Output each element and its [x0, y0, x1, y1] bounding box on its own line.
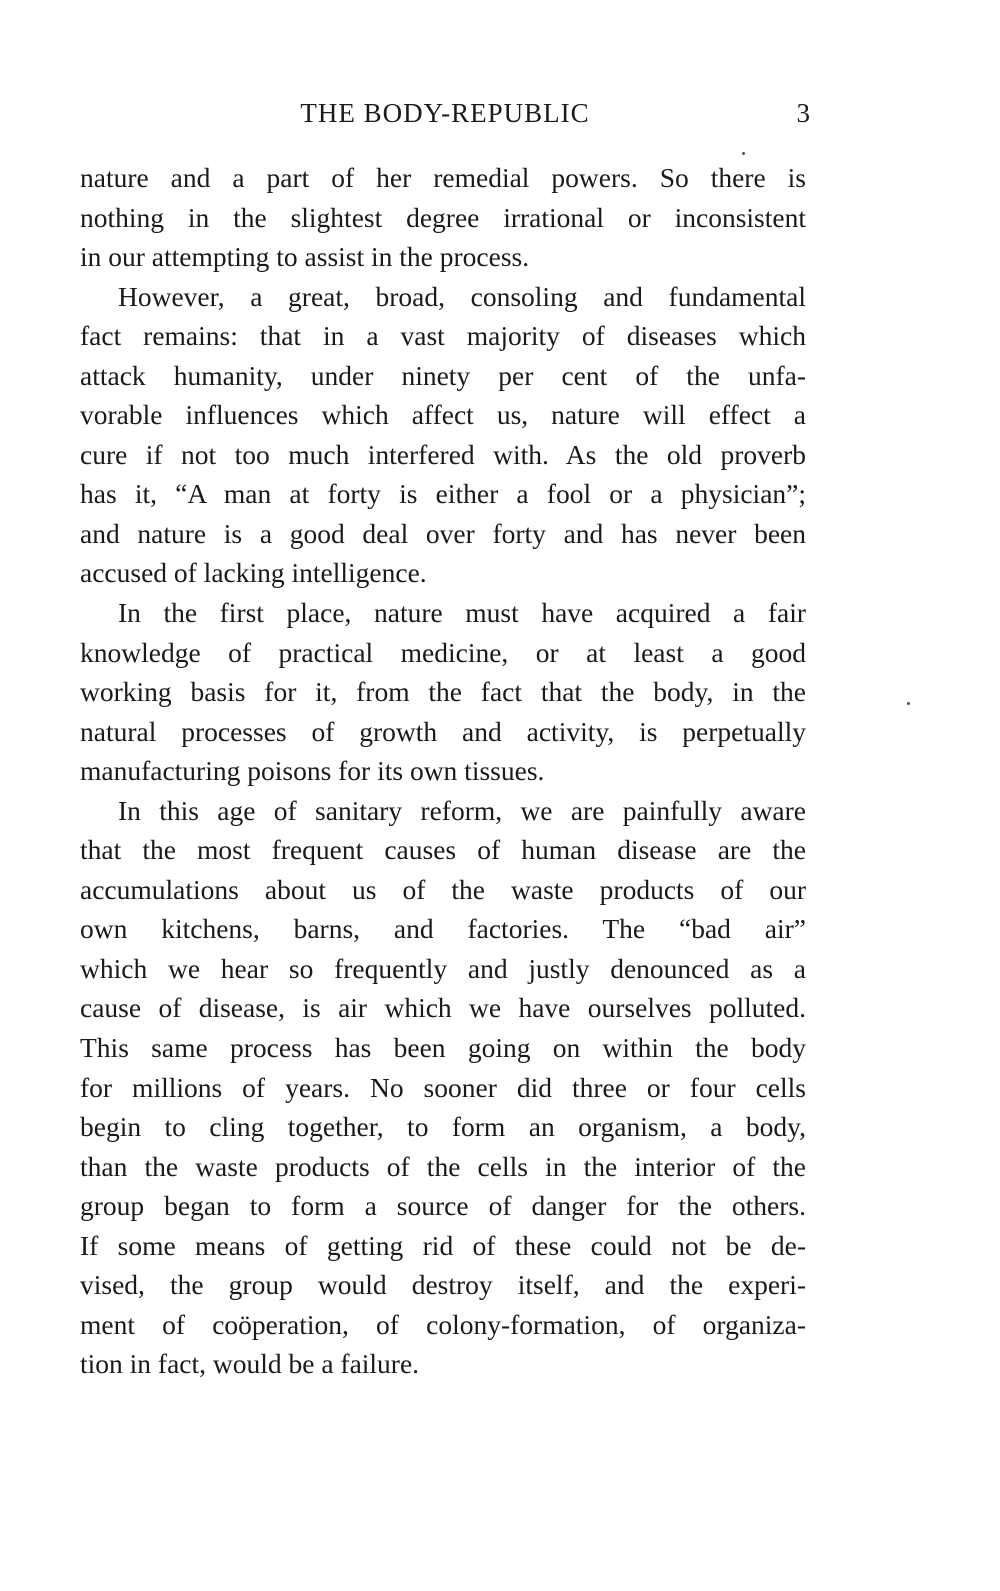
text-line: working basis for it, from the fact that the body, in the	[80, 676, 806, 708]
running-head	[80, 98, 810, 138]
print-speck	[907, 702, 910, 705]
text-line: has it, “A man at forty is either a fool or a physician”;	[80, 478, 806, 510]
text-line: own kitchens, barns, and factories. The “bad air”	[80, 913, 806, 945]
text-line: knowledge of practical medicine, or at least a good	[80, 636, 806, 668]
running-title: THE BODY-REPUBLIC	[300, 98, 590, 128]
text-line: vised, the group would destroy itself, and the experi-	[80, 1269, 806, 1301]
text-line: natural processes of growth and activity, is perpetually	[80, 715, 806, 747]
text-line: However, a great, broad, consoling and fundamental	[118, 280, 806, 312]
print-speck	[742, 152, 745, 155]
text-line: which we hear so frequently and justly denounced as a	[80, 952, 806, 984]
text-line: ment of coöperation, of colony-formation, of organiza-	[80, 1308, 806, 1340]
text-line: attack humanity, under ninety per cent of the unfa-	[80, 359, 806, 391]
text-line: vorable influences which affect us, nature will effect a	[80, 399, 806, 431]
text-line: group began to form a source of danger for the others.	[80, 1190, 806, 1222]
page-number: 3	[796, 98, 810, 128]
text-line: and nature is a good deal over forty and has never been	[80, 517, 806, 549]
text-line: tion in fact, would be a failure.	[80, 1348, 420, 1380]
text-line: accused of lacking intelligence.	[80, 557, 427, 589]
text-line: This same process has been going on within the body	[80, 1032, 806, 1064]
text-line: for millions of years. No sooner did three or four cells	[80, 1071, 806, 1103]
text-line: than the waste products of the cells in the interior of the	[80, 1150, 806, 1182]
text-line: accumulations about us of the waste products of our	[80, 873, 806, 905]
text-line: fact remains: that in a vast majority of diseases which	[80, 320, 806, 352]
text-line: begin to cling together, to form an organism, a body,	[80, 1111, 806, 1143]
text-line: manufacturing poisons for its own tissues.	[80, 755, 545, 787]
text-line: If some means of getting rid of these could not be de-	[80, 1229, 806, 1261]
text-line: nothing in the slightest degree irrational or inconsistent	[80, 201, 806, 233]
text-line: cause of disease, is air which we have ourselves polluted.	[80, 992, 806, 1024]
text-line: nature and a part of her remedial powers. So there is	[80, 162, 806, 193]
text-line: In this age of sanitary reform, we are painfully aware	[118, 794, 806, 826]
text-line: cure if not too much interfered with. As the old proverb	[80, 438, 806, 470]
text-line: that the most frequent causes of human disease are the	[80, 834, 806, 866]
body-text	[80, 158, 806, 1384]
text-line: In the first place, nature must have acquired a fair	[118, 597, 806, 629]
text-line: in our attempting to assist in the process.	[80, 241, 530, 273]
